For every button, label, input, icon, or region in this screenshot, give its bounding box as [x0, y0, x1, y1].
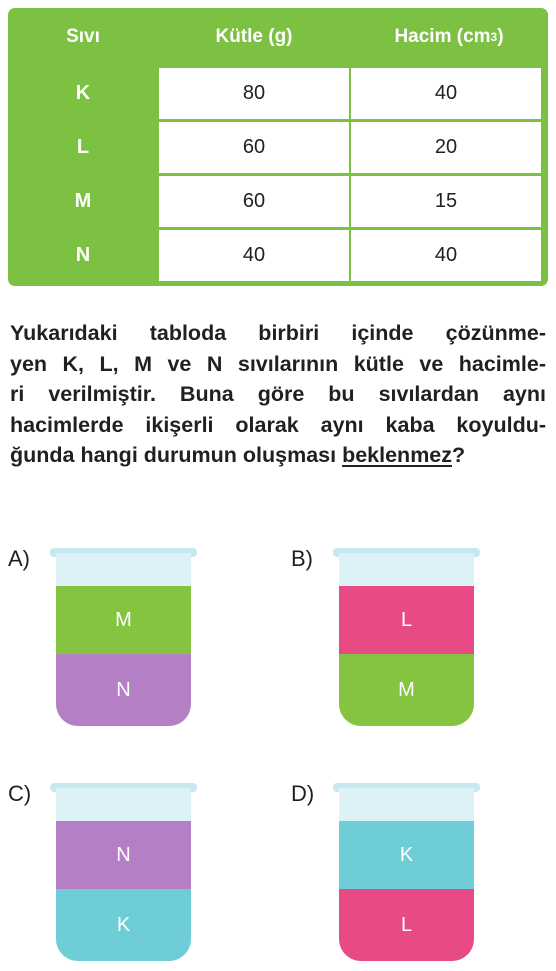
emphasis-beklenmez: beklenmez — [342, 443, 453, 467]
question-line: hacimlerde ikişerli olarak aynı kaba koyuldu- — [10, 412, 546, 437]
layer-top: L — [339, 586, 474, 654]
volume-l: 20 — [351, 122, 541, 173]
layer-bottom: M — [339, 654, 474, 726]
mass-l: 60 — [159, 122, 349, 173]
mass-n: 40 — [159, 230, 349, 281]
row-label-m: M — [74, 190, 92, 212]
layer-top: N — [56, 821, 191, 889]
beaker-glass — [56, 553, 191, 726]
beaker-glass — [56, 788, 191, 961]
option-a-beaker[interactable] — [56, 548, 191, 726]
option-d-beaker[interactable] — [339, 783, 474, 961]
volume-n: 40 — [351, 230, 541, 281]
option-c-beaker[interactable] — [56, 783, 191, 961]
row-label-k: K — [75, 82, 91, 104]
liquid-table — [8, 8, 548, 286]
row-label-n: N — [75, 244, 91, 266]
volume-m: 15 — [351, 176, 541, 227]
layer-bottom: L — [339, 889, 474, 961]
header-volume: Hacim (cm 3 ) — [394, 26, 504, 47]
question-line: ri verilmiştir. Buna göre bu sıvılardan aynı — [10, 382, 546, 406]
row-label-l: L — [76, 136, 90, 158]
option-d-letter: D) — [291, 781, 315, 806]
question-line: Yukarıdaki tabloda birbiri içinde çözünme- — [10, 321, 546, 345]
mass-m: 60 — [159, 176, 349, 227]
layer-bottom: K — [56, 889, 191, 961]
option-b-beaker[interactable] — [339, 548, 474, 726]
layer-top: M — [56, 586, 191, 654]
question-text — [10, 318, 546, 471]
header-liquid: Sıvı — [66, 26, 100, 47]
layer-top: K — [339, 821, 474, 889]
beaker-glass — [339, 553, 474, 726]
option-b-letter: B) — [291, 546, 313, 571]
volume-k: 40 — [351, 68, 541, 119]
option-a-letter: A) — [8, 546, 30, 571]
question-line: yen K, L, M ve N sıvılarının kütle ve hacimle- — [10, 351, 546, 376]
mass-k: 80 — [159, 68, 349, 119]
beaker-glass — [339, 788, 474, 961]
question-line: ğunda hangi durumun oluşması beklenmez? — [10, 443, 466, 467]
option-c-letter: C) — [8, 781, 32, 806]
header-mass: Kütle (g) — [215, 26, 293, 47]
layer-bottom: N — [56, 654, 191, 726]
